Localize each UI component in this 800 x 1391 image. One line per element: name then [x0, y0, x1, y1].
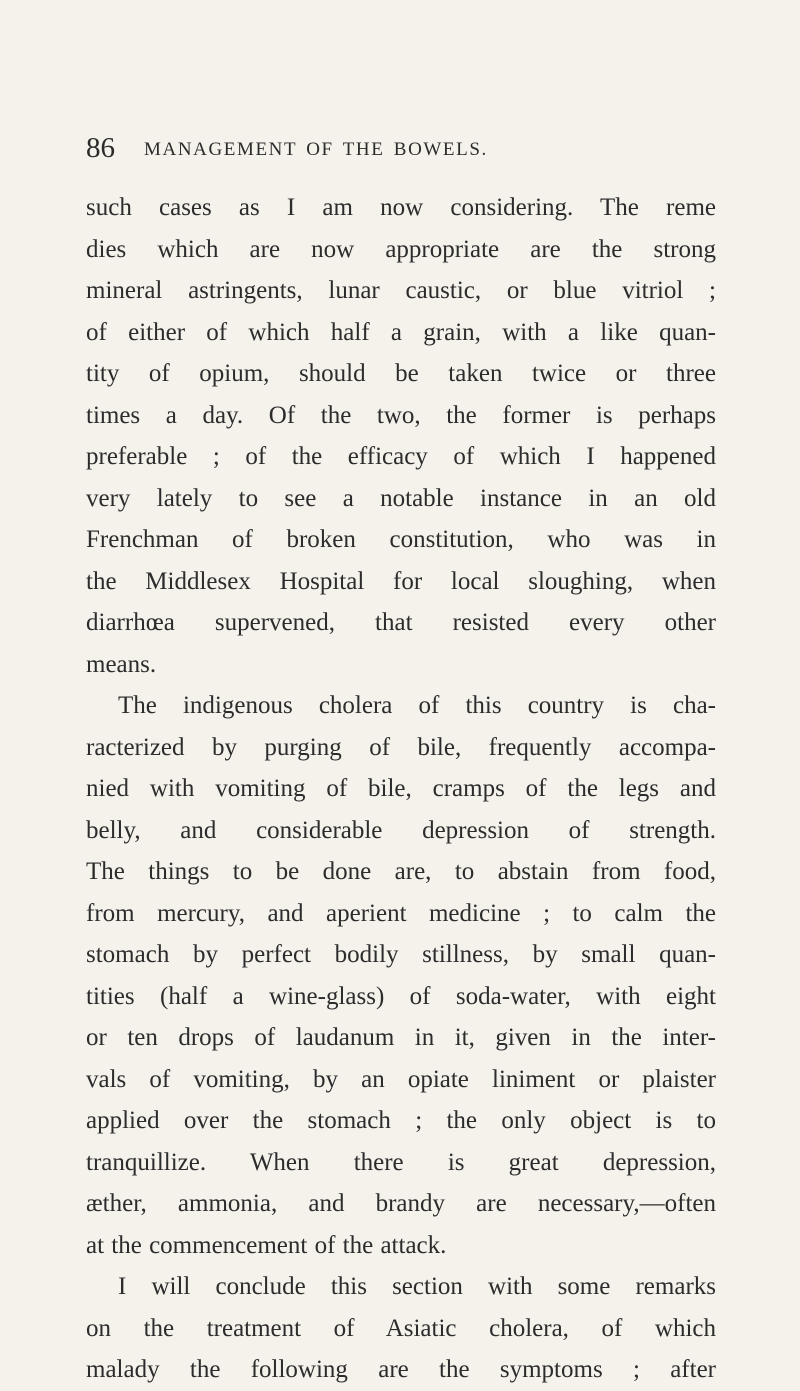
- text-line: malady the following are the symptoms ; after: [86, 1356, 716, 1383]
- text-line: I will conclude this section with some remarks: [118, 1273, 716, 1300]
- text-line: preferable ; of the efficacy of which I happened: [86, 443, 716, 470]
- text-line: stomach by perfect bodily stillness, by small quan-: [86, 941, 716, 968]
- text-line: tranquillize. When there is great depression,: [86, 1148, 716, 1176]
- text-line: or ten drops of laudanum in it, given in the inter-: [86, 1024, 716, 1051]
- text-line: tities (half a wine-glass) of soda-water, with eight: [86, 982, 716, 1010]
- text-line: at the commencement of the attack.: [86, 1231, 447, 1259]
- page-number: 86: [86, 132, 115, 164]
- text-line: diarrhœa supervened, that resisted every other: [86, 609, 716, 636]
- text-line: times a day. Of the two, the former is perhaps: [86, 401, 716, 429]
- text-line: nied with vomiting of bile, cramps of the legs and: [86, 775, 716, 802]
- text-line: applied over the stomach ; the only object is to: [86, 1107, 716, 1134]
- text-line: æther, ammonia, and brandy are necessary,—often: [86, 1190, 716, 1217]
- text-line: The things to be done are, to abstain from food,: [86, 858, 716, 885]
- text-line: vals of vomiting, by an opiate liniment or plaister: [86, 1065, 716, 1093]
- text-line: such cases as I am now considering. The reme: [86, 194, 716, 221]
- text-line: on the treatment of Asiatic cholera, of which: [86, 1314, 716, 1342]
- body-text: [86, 187, 716, 1391]
- page-header: [86, 128, 716, 168]
- text-line: means.: [86, 650, 157, 678]
- text-line: belly, and considerable depression of strength.: [86, 816, 716, 844]
- text-line: of either of which half a grain, with a like quan-: [86, 318, 716, 346]
- text-line: racterized by purging of bile, frequently accompa-: [86, 733, 716, 761]
- text-line: Frenchman of broken constitution, who was in: [86, 526, 716, 553]
- text-line: very lately to see a notable instance in an old: [86, 484, 716, 512]
- text-line: mineral astringents, lunar caustic, or blue vitriol ;: [86, 277, 716, 304]
- running-head: MANAGEMENT OF THE BOWELS.: [144, 139, 488, 160]
- text-line: The indigenous cholera of this country is cha-: [118, 692, 716, 719]
- text-line: the Middlesex Hospital for local sloughing, when: [86, 567, 716, 595]
- text-line: dies which are now appropriate are the strong: [86, 235, 716, 263]
- text-line: from mercury, and aperient medicine ; to calm the: [86, 899, 716, 927]
- text-line: tity of opium, should be taken twice or three: [86, 360, 716, 387]
